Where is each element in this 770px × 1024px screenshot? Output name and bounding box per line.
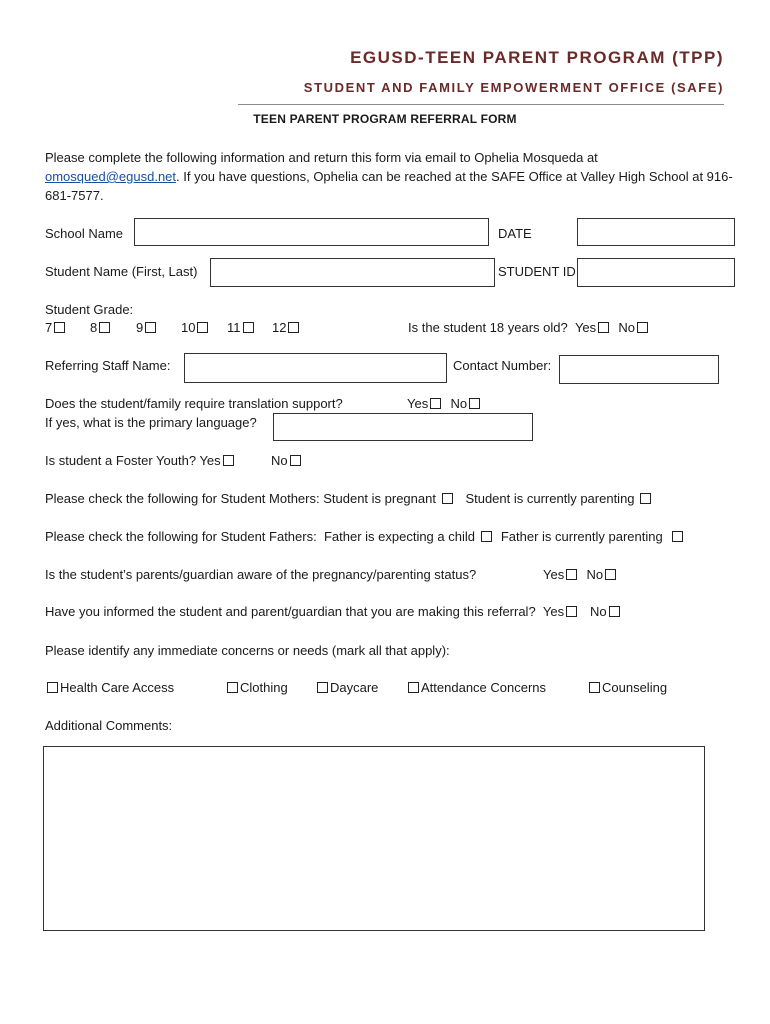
comments-field[interactable] <box>43 746 705 931</box>
header-divider <box>238 104 724 105</box>
checkbox-icon[interactable] <box>145 322 156 333</box>
mothers-parenting-label: Student is currently parenting <box>465 491 635 506</box>
concern-health-care[interactable] <box>45 680 174 695</box>
school-name-label: School Name <box>45 226 124 241</box>
checkbox-icon[interactable] <box>288 322 299 333</box>
informed-row <box>45 604 622 619</box>
informed-yes-checkbox[interactable] <box>566 606 577 617</box>
fathers-question: Please check the following for Student Fathers: <box>45 529 317 544</box>
contact-number-label: Contact Number: <box>453 358 552 373</box>
grade-label-12: 12 <box>272 320 287 335</box>
concern-label: Attendance Concerns <box>421 680 547 695</box>
grade-option-9[interactable] <box>136 320 158 335</box>
translation-yes-checkbox[interactable] <box>430 398 441 409</box>
date-field[interactable] <box>577 218 735 246</box>
age-no-label: No <box>618 320 636 335</box>
checkbox-icon[interactable] <box>243 322 254 333</box>
checkbox-icon[interactable] <box>197 322 208 333</box>
grade-label-8: 8 <box>90 320 98 335</box>
aware-no-label: No <box>586 567 604 582</box>
intro-text-1: Please complete the following information and return this form via email to Ophelia Mosqueda at <box>45 150 598 165</box>
mothers-row <box>45 491 653 506</box>
intro-paragraph <box>45 148 735 205</box>
concern-label: Daycare <box>330 680 379 695</box>
foster-yes-checkbox[interactable] <box>223 455 234 466</box>
referring-staff-field[interactable] <box>184 353 447 383</box>
fathers-expecting-label: Father is expecting a child <box>323 529 475 544</box>
program-title: EGUSD-TEEN PARENT PROGRAM (TPP) <box>350 48 724 67</box>
office-title: STUDENT AND FAMILY EMPOWERMENT OFFICE (SAFE) <box>303 80 724 95</box>
foster-question-text: Is student a Foster Youth? <box>45 453 197 468</box>
concern-label: Counseling <box>602 680 668 695</box>
checkbox-icon[interactable] <box>227 682 238 693</box>
translation-options <box>407 396 482 411</box>
contact-number-field[interactable] <box>559 355 719 384</box>
translation-question: Does the student/family require translation support? <box>45 396 343 411</box>
email-link[interactable]: omosqued@egusd.net <box>45 169 177 184</box>
fathers-expecting-checkbox[interactable] <box>481 531 492 542</box>
concerns-question: Please identify any immediate concerns or needs (mark all that apply): <box>45 643 450 658</box>
concern-clothing[interactable] <box>225 680 288 695</box>
age-question-text: Is the student 18 years old? <box>408 320 568 335</box>
mothers-question: Please check the following for Student Mothers: <box>45 491 320 506</box>
grade-label-11: 11 <box>227 320 241 335</box>
foster-no-label: No <box>271 453 288 468</box>
concern-label: Health Care Access <box>60 680 175 695</box>
student-grade-label: Student Grade: <box>45 302 134 317</box>
referring-staff-label: Referring Staff Name: <box>45 358 171 373</box>
checkbox-icon[interactable] <box>54 322 65 333</box>
informed-yes-label: Yes <box>542 604 565 619</box>
age-yes-checkbox[interactable] <box>598 322 609 333</box>
mothers-parenting-checkbox[interactable] <box>640 493 651 504</box>
date-label: DATE <box>498 226 532 241</box>
grade-label-9: 9 <box>136 320 144 335</box>
concern-attendance[interactable] <box>406 680 546 695</box>
foster-no-option <box>271 453 303 468</box>
informed-question: Have you informed the student and parent/guardian that you are making this referral? <box>45 604 536 619</box>
checkbox-icon[interactable] <box>317 682 328 693</box>
translation-yes-label: Yes <box>407 396 429 411</box>
grade-option-8[interactable] <box>90 320 112 335</box>
informed-no-label: No <box>589 604 607 619</box>
grade-label-7: 7 <box>45 320 53 335</box>
grade-option-10[interactable] <box>181 320 210 335</box>
foster-no-checkbox[interactable] <box>290 455 301 466</box>
translation-no-checkbox[interactable] <box>469 398 480 409</box>
grade-label-10: 10 <box>181 320 196 335</box>
student-name-field[interactable] <box>210 258 495 287</box>
age-no-checkbox[interactable] <box>637 322 648 333</box>
aware-options <box>543 567 618 582</box>
fathers-parenting-label: Father is currently parenting <box>500 529 663 544</box>
age-yes-label: Yes <box>574 320 597 335</box>
student-name-label: Student Name (First, Last) <box>45 264 198 279</box>
grade-option-7[interactable] <box>45 320 67 335</box>
form-title: TEEN PARENT PROGRAM REFERRAL FORM <box>253 112 517 126</box>
school-name-field[interactable] <box>134 218 489 246</box>
concern-daycare[interactable] <box>315 680 378 695</box>
intro-text-2: . If you have questions, Ophelia can be reached at the SAFE Office at Valley High School at 916-681-7577. <box>45 169 733 203</box>
grade-option-12[interactable] <box>272 320 301 335</box>
checkbox-icon[interactable] <box>589 682 600 693</box>
student-id-label: STUDENT ID <box>498 264 576 279</box>
fathers-parenting-checkbox[interactable] <box>672 531 683 542</box>
aware-no-checkbox[interactable] <box>605 569 616 580</box>
checkbox-icon[interactable] <box>99 322 110 333</box>
informed-no-checkbox[interactable] <box>609 606 620 617</box>
age-question <box>408 320 650 335</box>
language-question: If yes, what is the primary language? <box>45 415 257 430</box>
aware-yes-checkbox[interactable] <box>566 569 577 580</box>
checkbox-icon[interactable] <box>408 682 419 693</box>
student-id-field[interactable] <box>577 258 735 287</box>
concern-label: Clothing <box>240 680 288 695</box>
checkbox-icon[interactable] <box>47 682 58 693</box>
translation-no-label: No <box>450 396 468 411</box>
fathers-row <box>45 529 685 544</box>
mothers-pregnant-label: Student is pregnant <box>323 491 436 506</box>
mothers-pregnant-checkbox[interactable] <box>442 493 453 504</box>
concern-counseling[interactable] <box>587 680 667 695</box>
aware-yes-label: Yes <box>543 567 565 582</box>
foster-yes-label: Yes <box>199 453 221 468</box>
foster-question <box>45 453 236 468</box>
comments-label: Additional Comments: <box>45 718 173 733</box>
grade-option-11[interactable] <box>227 320 256 335</box>
aware-question: Is the student’s parents/guardian aware of the pregnancy/parenting status? <box>45 567 477 582</box>
language-field[interactable] <box>273 413 533 441</box>
